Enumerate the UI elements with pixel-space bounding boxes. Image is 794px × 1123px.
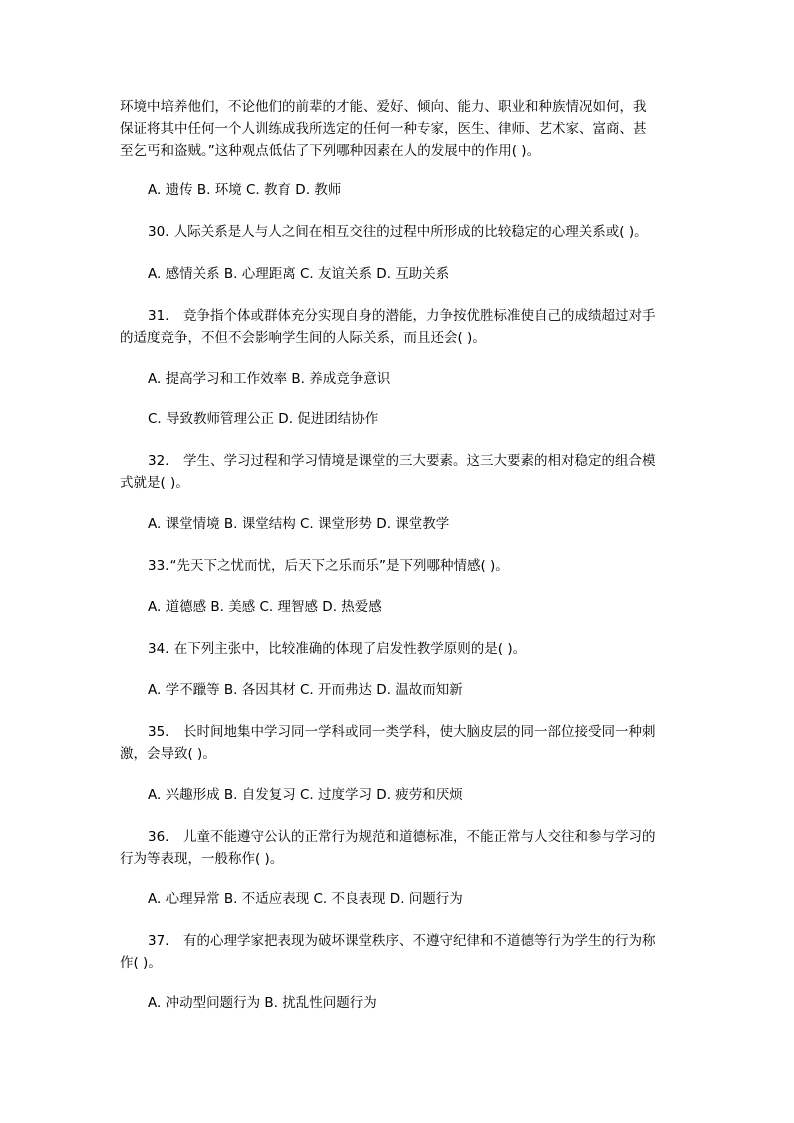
- question-34: 34. 在下列主张中，比较准确的体现了启发性教学原则的是( )。: [148, 641, 527, 657]
- question-32: [120, 450, 675, 494]
- question-31: [120, 305, 675, 349]
- question-35: [120, 721, 675, 765]
- options-29: A. 遗传 B. 环境 C. 教育 D. 教师: [148, 182, 342, 198]
- question-30: 30. 人际关系是人与人之间在相互交往的过程中所形成的比较稳定的心理关系或( )。: [148, 224, 648, 240]
- options-34: A. 学不躐等 B. 各因其材 C. 开而弗达 D. 温故而知新: [148, 682, 463, 698]
- question-35-line-2: 激，会导致( )。: [120, 746, 216, 762]
- options-31-b: C. 导致教师管理公正 D. 促进团结协作: [148, 411, 379, 427]
- question-37: [120, 930, 675, 974]
- intro-line-3: 至乞丐和盗贼。”这种观点低估了下列哪种因素在人的发展中的作用( )。: [120, 143, 541, 159]
- question-36-line-2: 行为等表现，一般称作( )。: [120, 851, 284, 867]
- question-37-line-1: 37. 有的心理学家把表现为破坏课堂秩序、不遵守纪律和不道德等行为学生的行为称: [148, 933, 656, 949]
- question-32-line-1: 32. 学生、学习过程和学习情境是课堂的三大要素。这三大要素的相对稳定的组合模: [148, 453, 656, 469]
- options-36: A. 心理异常 B. 不适应表现 C. 不良表现 D. 问题行为: [148, 891, 463, 907]
- question-37-line-2: 作( )。: [120, 955, 162, 971]
- question-31-line-1: 31. 竞争指个体或群体充分实现自身的潜能，力争按优胜标准使自己的成绩超过对手: [148, 308, 656, 324]
- intro-paragraph: [120, 96, 675, 162]
- question-32-line-2: 式就是( )。: [120, 475, 189, 491]
- options-35: A. 兴趣形成 B. 自发复习 C. 过度学习 D. 疲劳和厌烦: [148, 787, 463, 803]
- options-33: A. 道德感 B. 美感 C. 理智感 D. 热爱感: [148, 599, 382, 615]
- question-35-line-1: 35. 长时间地集中学习同一学科或同一类学科，使大脑皮层的同一部位接受同一种刺: [148, 724, 656, 740]
- options-30: A. 感情关系 B. 心理距离 C. 友谊关系 D. 互助关系: [148, 266, 450, 282]
- options-37: A. 冲动型问题行为 B. 扰乱性问题行为: [148, 995, 377, 1011]
- question-31-line-2: 的适度竞争，不但不会影响学生间的人际关系，而且还会( )。: [120, 330, 486, 346]
- question-36: [120, 826, 675, 870]
- options-31-a: A. 提高学习和工作效率 B. 养成竞争意识: [148, 371, 391, 387]
- question-33: 33.“先天下之忧而忧，后天下之乐而乐”是下列哪种情感( )。: [148, 558, 509, 574]
- options-32: A. 课堂情境 B. 课堂结构 C. 课堂形势 D. 课堂教学: [148, 516, 450, 532]
- intro-line-2: 保证将其中任何一个人训练成我所选定的任何一种专家，医生、律师、艺术家、富商、甚: [120, 121, 647, 137]
- question-36-line-1: 36. 儿童不能遵守公认的正常行为规范和道德标准，不能正常与人交往和参与学习的: [148, 829, 656, 845]
- intro-line-1: 环境中培养他们，不论他们的前辈的才能、爱好、倾向、能力、职业和种族情况如何，我: [120, 99, 647, 115]
